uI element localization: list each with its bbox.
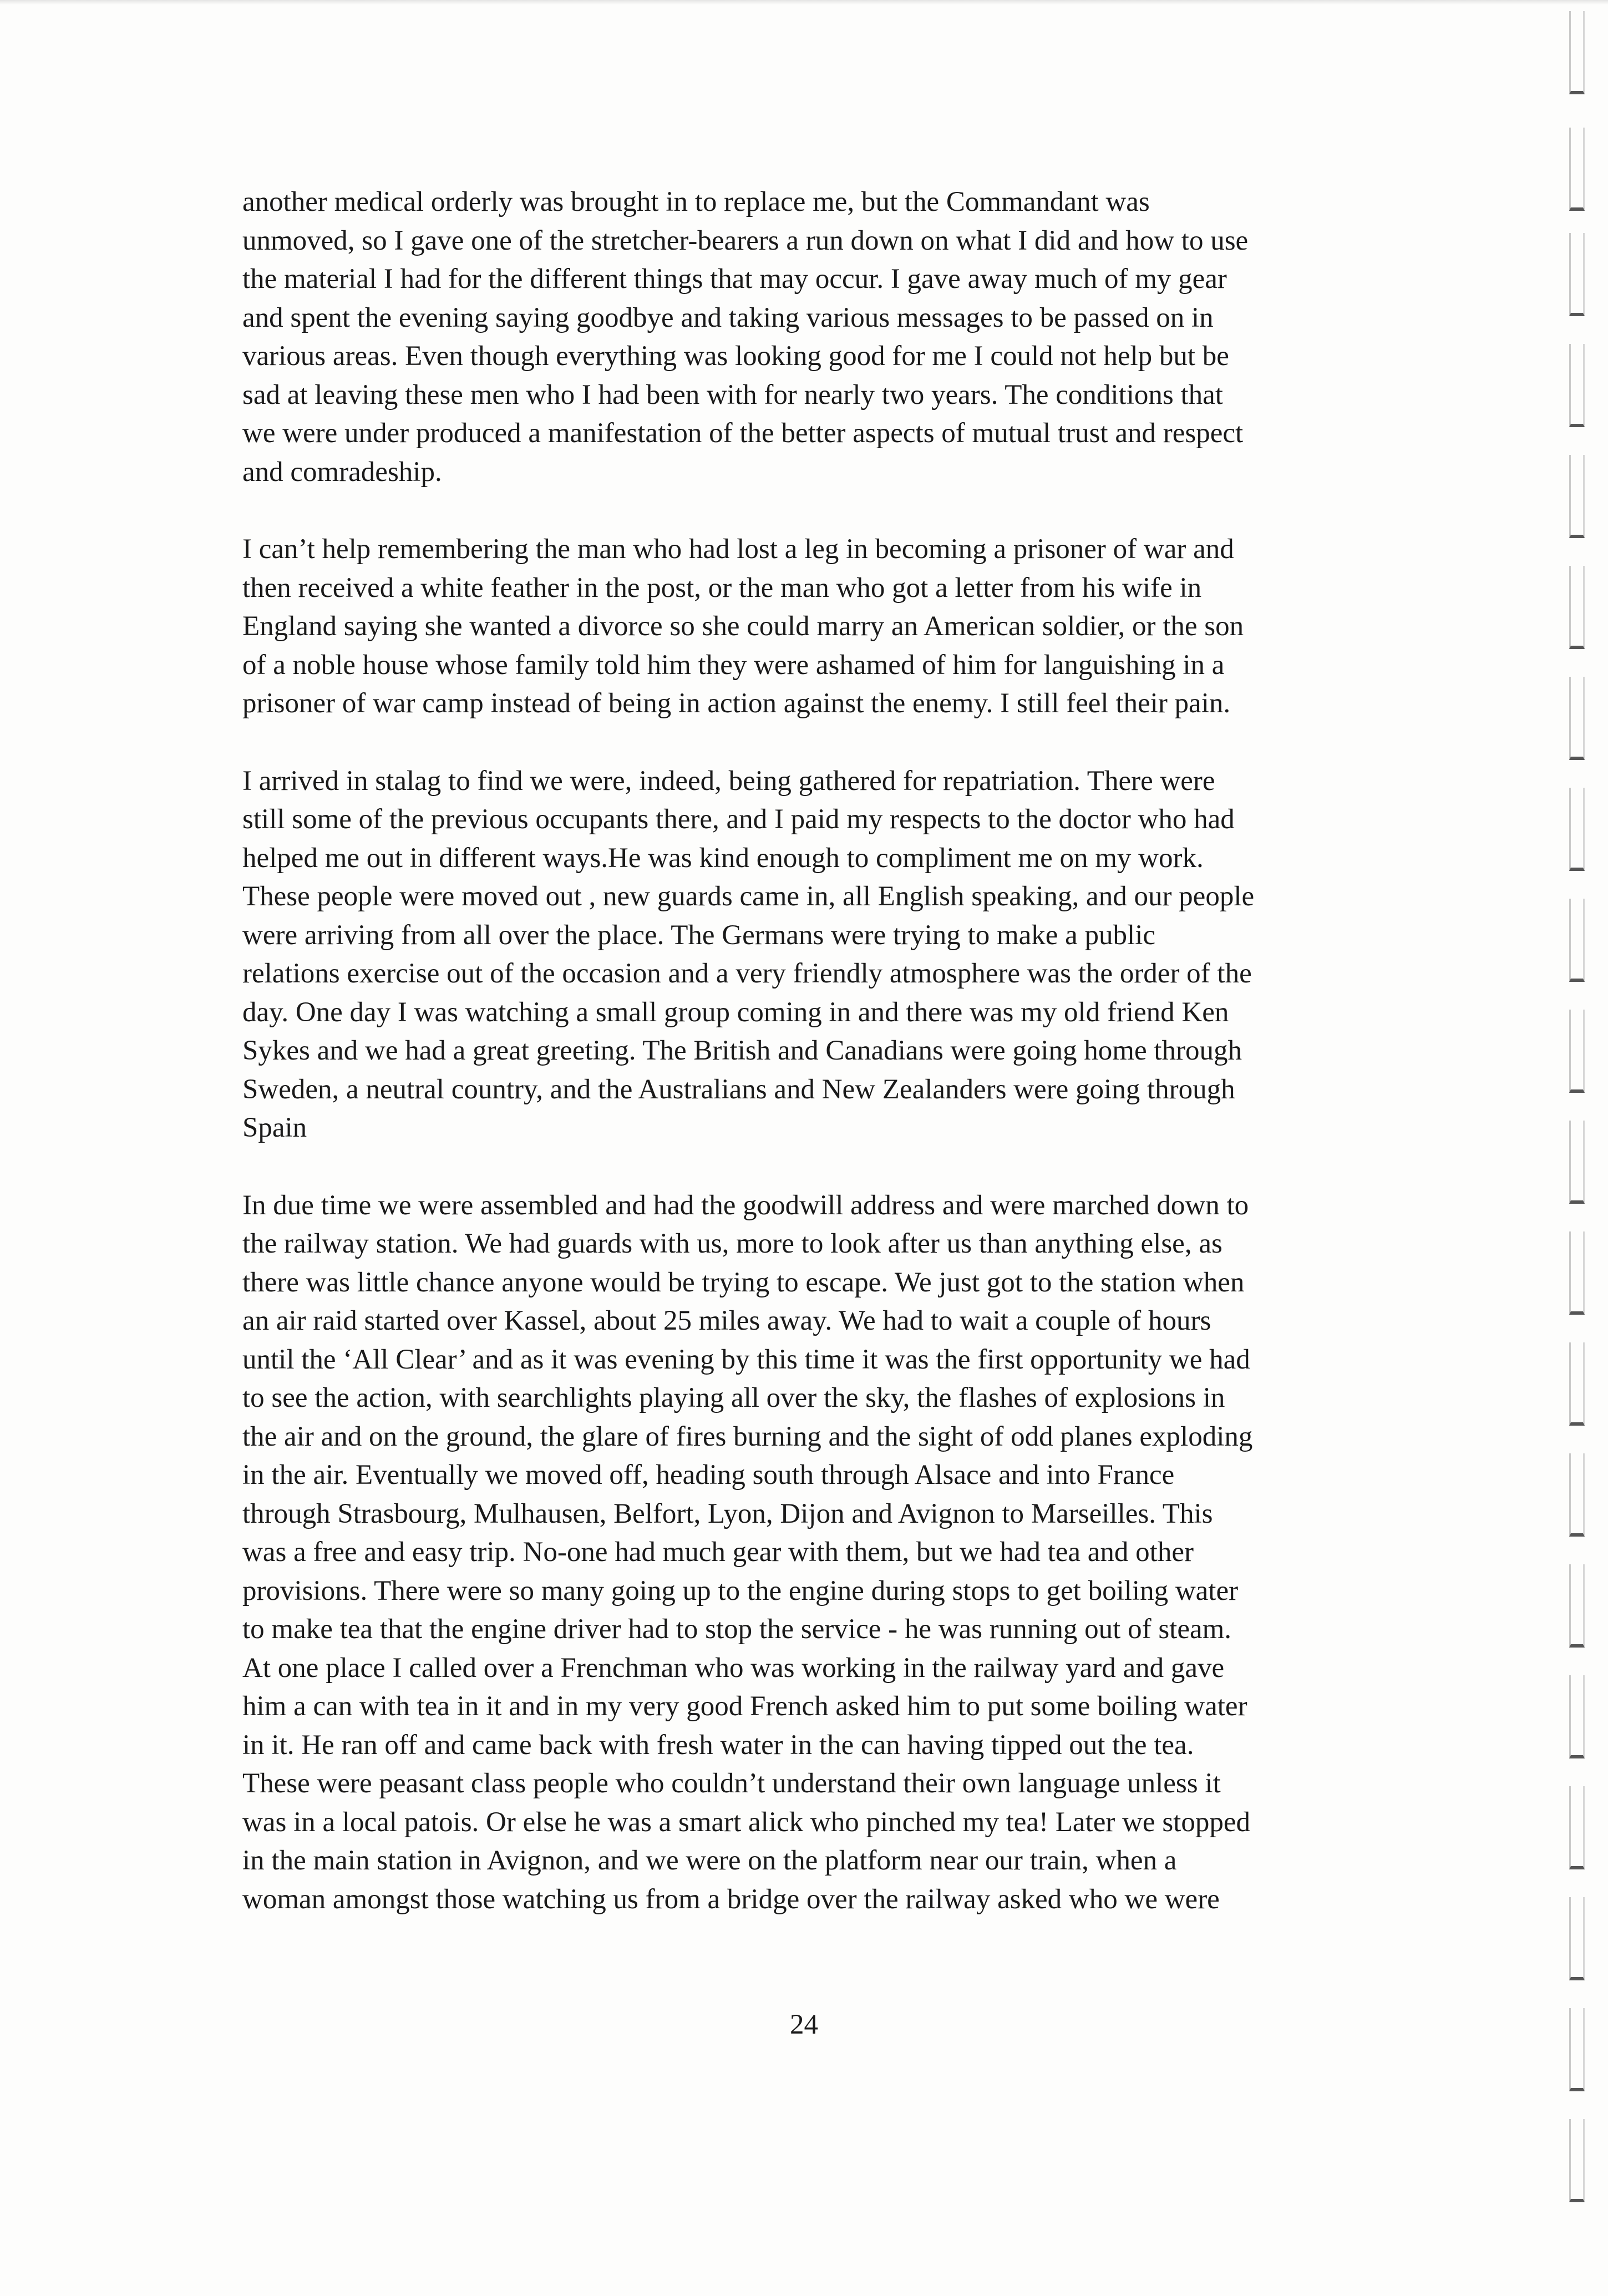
text-line: unmoved, so I gave one of the stretcher-bearers a run down on what I did and how to use (242, 225, 1249, 256)
binding-hole (1569, 455, 1585, 538)
text-line: At one place I called over a Frenchman who was working in the railway yard and gave (242, 1652, 1225, 1684)
text-line: was a free and easy trip. No-one had much gear with them, but we had tea and other (242, 1537, 1194, 1568)
text-line: England saying she wanted a divorce so she could marry an American soldier, or the son (242, 611, 1244, 642)
binding-hole (1569, 344, 1585, 427)
binding-hole (1569, 1675, 1585, 1758)
text-line: woman amongst those watching us from a bridge over the railway asked who we were (242, 1883, 1220, 1915)
text-line: and spent the evening saying goodbye and taking various messages to be passed on in (242, 302, 1214, 333)
text-line: the air and on the ground, the glare of fires burning and the sight of odd planes exploding (242, 1421, 1253, 1452)
binding-hole (1569, 1564, 1585, 1648)
text-line: the railway station. We had guards with us, more to look after us than anything else, as (242, 1228, 1223, 1259)
binding-hole (1569, 899, 1585, 982)
text-line: These were peasant class people who couldn’t understand their own language unless it (242, 1768, 1221, 1799)
text-line: the material I had for the different things that may occur. I gave away much of my gear (242, 263, 1227, 295)
binding-hole (1569, 677, 1585, 760)
text-line: These people were moved out , new guards came in, all English speaking, and our people (242, 881, 1255, 912)
text-line: were arriving from all over the place. The Germans were trying to make a public (242, 919, 1155, 951)
binding-hole (1569, 233, 1585, 316)
text-line: prisoner of war camp instead of being in action against the enemy. I still feel their pain. (242, 688, 1231, 719)
binding-hole (1569, 566, 1585, 649)
text-line: In due time we were assembled and had the goodwill address and were marched down to (242, 1189, 1249, 1221)
paragraph-2 (242, 530, 1413, 723)
text-line: helped me out in different ways.He was kind enough to compliment me on my work. (242, 842, 1204, 874)
text-line: through Strasbourg, Mulhausen, Belfort, Lyon, Dijon and Avignon to Marseilles. This (242, 1498, 1213, 1529)
binding-hole (1569, 1342, 1585, 1426)
text-line: Spain (242, 1112, 307, 1143)
text-line: another medical orderly was brought in to replace me, but the Commandant was (242, 186, 1150, 217)
binding-hole (1569, 1786, 1585, 1869)
text-line: I can’t help remembering the man who had lost a leg in becoming a prisoner of war and (242, 534, 1234, 565)
text-line: still some of the previous occupants there, and I paid my respects to the doctor who had (242, 804, 1235, 835)
text-line: then received a white feather in the post, or the man who got a letter from his wife in (242, 572, 1202, 604)
binding-hole (1569, 1231, 1585, 1315)
text-line: Sweden, a neutral country, and the Australians and New Zealanders were going through (242, 1073, 1235, 1105)
text-line: to make tea that the engine driver had to stop the service - he was running out of steam. (242, 1614, 1232, 1645)
text-line: and comradeship. (242, 456, 442, 488)
text-line: various areas. Even though everything was looking good for me I could not help but be (242, 341, 1229, 372)
body-text (242, 183, 1413, 1958)
text-line: an air raid started over Kassel, about 25 miles away. We had to wait a couple of hours (242, 1305, 1211, 1336)
binding-hole (1569, 1121, 1585, 1204)
paragraph-4 (242, 1187, 1413, 1919)
text-line: there was little chance anyone would be trying to escape. We just got to the station when (242, 1266, 1245, 1298)
text-line: provisions. There were so many going up to the engine during stops to get boiling water (242, 1575, 1239, 1606)
scan-top-edge (0, 0, 1608, 4)
page-number: 24 (790, 2009, 818, 2040)
text-line: relations exercise out of the occasion and a very friendly atmosphere was the order of the (242, 958, 1252, 989)
text-line: in the main station in Avignon, and we were on the platform near our train, when a (242, 1845, 1177, 1876)
text-line: I arrived in stalag to find we were, indeed, being gathered for repatriation. There were (242, 765, 1215, 797)
paragraph-3 (242, 762, 1413, 1148)
binding-hole (1569, 11, 1585, 94)
text-line: of a noble house whose family told him they were ashamed of him for languishing in a (242, 649, 1225, 681)
binding-hole (1569, 128, 1585, 211)
text-line: was in a local patois. Or else he was a smart alick who pinched my tea! Later we stopped (242, 1806, 1250, 1838)
text-line: until the ‘All Clear’ and as it was evening by this time it was the first opportunity we had (242, 1344, 1250, 1375)
text-line: to see the action, with searchlights playing all over the sky, the flashes of explosions in (242, 1382, 1225, 1413)
binding-hole (1569, 1010, 1585, 1093)
text-line: him a can with tea in it and in my very good French asked him to put some boiling water (242, 1691, 1247, 1722)
binding-hole (1569, 2008, 1585, 2091)
binding-hole (1569, 1897, 1585, 1980)
text-line: sad at leaving these men who I had been with for nearly two years. The conditions that (242, 379, 1223, 410)
binding-hole (1569, 2119, 1585, 2202)
text-line: day. One day I was watching a small group coming in and there was my old friend Ken (242, 996, 1229, 1028)
text-line: in the air. Eventually we moved off, heading south through Alsace and into France (242, 1459, 1175, 1491)
binding-hole (1569, 788, 1585, 871)
text-line: we were under produced a manifestation of the better aspects of mutual trust and respect (242, 418, 1244, 449)
text-line: in it. He ran off and came back with fresh water in the can having tipped out the tea. (242, 1729, 1194, 1761)
binding-strip (1564, 0, 1608, 2296)
paragraph-1 (242, 183, 1413, 491)
binding-hole (1569, 1453, 1585, 1537)
text-line: Sykes and we had a great greeting. The British and Canadians were going home through (242, 1035, 1242, 1066)
